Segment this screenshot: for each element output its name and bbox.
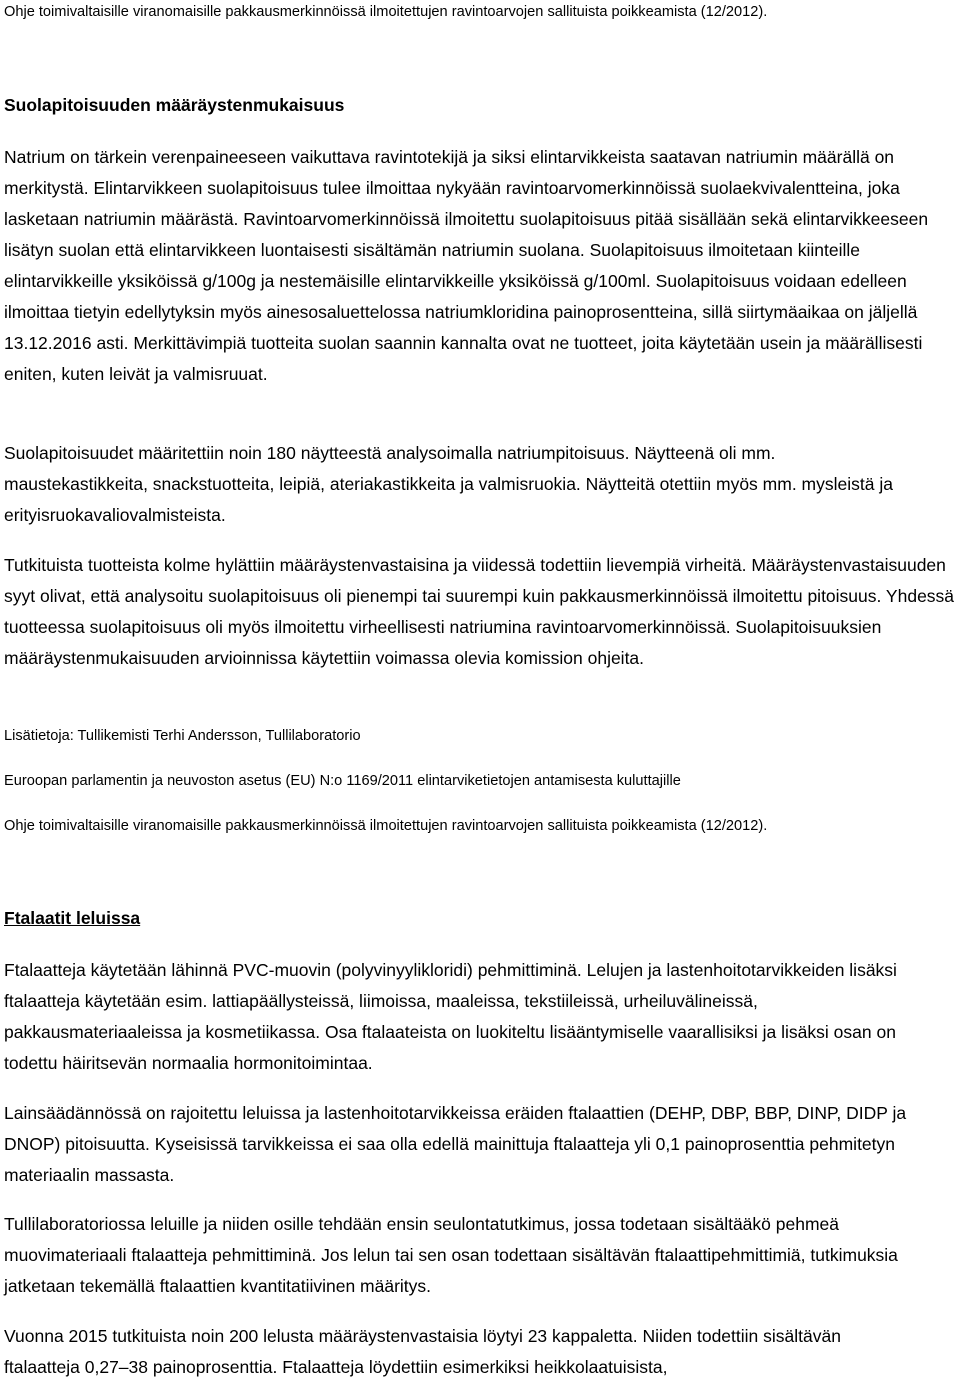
phthalates-paragraph-4: Vuonna 2015 tutkituista noin 200 lelusta määräystenvastaisia löytyi 23 kappaletta. Niiden todettiin sisältävän ftalaatteja 0,27–38 painoprosenttia. Ftalaatteja löydettiin esimerkiksi heikkolaatuisista, [4, 1326, 841, 1377]
salt-paragraph-3: Tutkituista tuotteista kolme hylättiin määräystenvastaisina ja viidessä todettiin lievempiä virheitä. Määräystenvastaisuuden syyt olivat, että analysoitu suolapitoisuus oli pienempi tai suurempi kuin pakkausmerkinnöissä ilmoitettu pitoisuus. Yhdessä tuotteessa suolapitoisuus oli myös ilmoitettu virheellisesti natriumina ravintoarvomerkinnöissä. Suolapitoisuuksien määräystenmukaisuuden arvioinnissa käytettiin voimassa olevia komission ohjeita. [4, 555, 955, 668]
salt-paragraph-1: Natrium on tärkein verenpaineeseen vaikuttava ravintotekijä ja siksi elintarvikkeista saatavan natriumin määrällä on merkitystä. Elintarvikkeen suolapitoisuus tulee ilmoittaa nykyään ravintoarvomerkinnöissä suolaekvivalentteina, joka lasketaan natriumin määrästä. Ravintoarvomerkinnöissä ilmoitettu suolapitoisuus pitää sisällään sekä elintarvikkeeseen lisätyn suolan että elintarvikkeen luontaisesti sisältämän natriumin suolana. Suolapitoisuus ilmoitetaan kiinteille elintarvikkeille yksiköissä g/100g ja nestemäisille elintarvikkeille yksiköissä g/100ml. Suolapitoisuus voidaan edelleen ilmoittaa tietyin edellytyksin myös ainesosaluettelossa natriumkloridina painoprosentteina, sillä siirtymäaikaa on jäljellä 13.12.2016 asti. Merkittävimpiä tuotteita suolan saannin kannalta ovat ne tuotteet, joita käytetään usein ja määrällisesti eniten, kuten leivät ja valmisruuat. [4, 147, 929, 384]
salt-reference-guideline: Ohje toimivaltaisille viranomaisille pakkausmerkinnöissä ilmoitettujen ravintoarvojen sallituista poikkeamista (12/2012). [4, 818, 768, 834]
section-title-salt: Suolapitoisuuden määräystenmukaisuus [4, 95, 345, 115]
salt-reference-regulation: Euroopan parlamentin ja neuvoston asetus (EU) N:o 1169/2011 elintarviketietojen antamisesta kuluttajille [4, 773, 681, 789]
phthalates-paragraph-2: Lainsäädännössä on rajoitettu leluissa ja lastenhoitotarvikkeissa eräiden ftalaattien (DEHP, DBP, BBP, DINP, DIDP ja DNOP) pitoisuutta. Kyseisissä tarvikkeissa ei saa olla edellä mainittuja ftalaatteja yli 0,1 painoprosenttia pehmitetyn materiaalin massasta. [4, 1103, 907, 1185]
salt-paragraph-2: Suolapitoisuudet määritettiin noin 180 näytteestä analysoimalla natriumpitoisuus. Näytteenä oli mm. maustekastikkeita, snackstuotteita, leipiä, ateriakastikkeita ja valmisruokia. Näytteitä otettiin myös mm. mysleistä ja erityisruokavaliovalmisteista. [4, 443, 893, 525]
phthalates-paragraph-1: Ftalaatteja käytetään lähinnä PVC-muovin (polyvinyylikloridi) pehmittiminä. Lelujen ja lastenhoitotarvikkeiden lisäksi ftalaatteja käytetään esim. lattiapäällysteissä, liimoissa, maaleissa, tekstiileissä, urheiluvälineissä, pakkausmateriaaleissa ja kosmetiikassa. Osa ftalaateista on luokiteltu lisääntymiselle vaarallisiksi ja lisäksi osan on todettu häiritsevän normaalia hormonitoimintaa. [4, 960, 897, 1073]
section-title-phthalates: Ftalaatit leluissa [4, 908, 141, 928]
top-reference-note: Ohje toimivaltaisille viranomaisille pakkausmerkinnöissä ilmoitettujen ravintoarvojen sallituista poikkeamista (12/2012). [4, 4, 768, 20]
salt-contact-info: Lisätietoja: Tullikemisti Terhi Andersson, Tullilaboratorio [4, 728, 361, 744]
phthalates-paragraph-3: Tullilaboratoriossa leluille ja niiden osille tehdään ensin seulontatutkimus, jossa todetaan sisältääkö pehmeä muovimateriaali ftalaatteja pehmittiminä. Jos lelun tai sen osan todettaan sisältävän ftalaattipehmittimiä, tutkimuksia jatketaan tekemällä ftalaattien kvantitatiivinen määritys. [4, 1214, 898, 1296]
